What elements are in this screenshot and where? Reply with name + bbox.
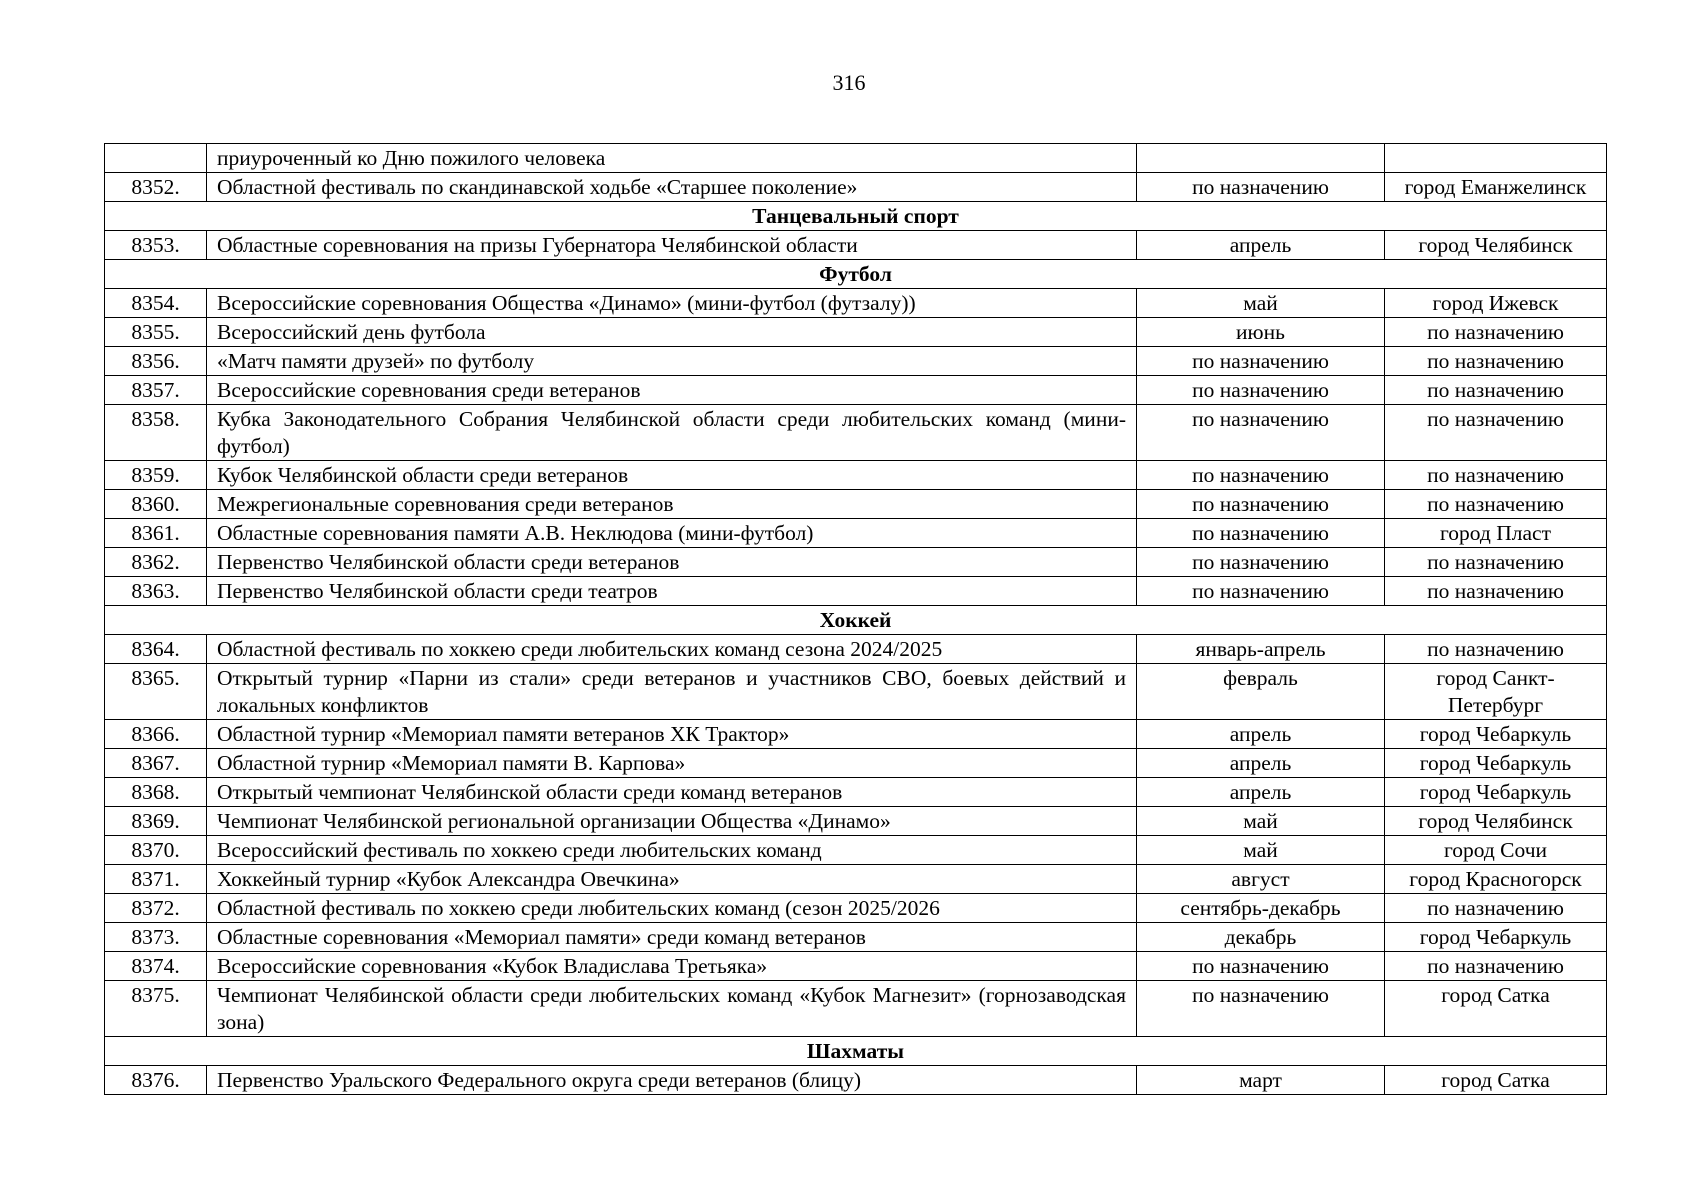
event-name: Всероссийский фестиваль по хоккею среди любительских команд [207, 836, 1137, 865]
event-name: Открытый чемпионат Челябинской области среди команд ветеранов [207, 778, 1137, 807]
event-name: Межрегиональные соревнования среди ветеранов [207, 490, 1137, 519]
table-row [105, 836, 1607, 865]
table-row [105, 778, 1607, 807]
table-row [105, 461, 1607, 490]
event-place: город Чебаркуль [1385, 923, 1607, 952]
event-date: сентябрь-декабрь [1137, 894, 1385, 923]
table-row [105, 807, 1607, 836]
row-number: 8371. [105, 865, 207, 894]
section-title: Футбол [105, 260, 1607, 289]
event-date: февраль [1137, 664, 1385, 720]
event-date: май [1137, 836, 1385, 865]
event-place: город Санкт-Петербург [1385, 664, 1607, 720]
table-row [105, 664, 1607, 720]
event-place: по назначению [1385, 548, 1607, 577]
table-row [105, 894, 1607, 923]
event-place: город Сатка [1385, 1066, 1607, 1095]
event-place: город Чебаркуль [1385, 778, 1607, 807]
row-number: 8367. [105, 749, 207, 778]
event-date: по назначению [1137, 347, 1385, 376]
row-number: 8375. [105, 981, 207, 1037]
event-place: по назначению [1385, 461, 1607, 490]
event-date: по назначению [1137, 952, 1385, 981]
event-name: Чемпионат Челябинской области среди любительских команд «Кубок Магнезит» (горнозаводская зона) [207, 981, 1137, 1037]
row-number: 8361. [105, 519, 207, 548]
event-place: по назначению [1385, 577, 1607, 606]
table-row [105, 318, 1607, 347]
event-date: июнь [1137, 318, 1385, 347]
row-number: 8372. [105, 894, 207, 923]
table-row [105, 490, 1607, 519]
row-number: 8365. [105, 664, 207, 720]
table-row [105, 952, 1607, 981]
event-date: по назначению [1137, 981, 1385, 1037]
events-table [104, 143, 1607, 1095]
event-place [1385, 144, 1607, 173]
event-date: по назначению [1137, 577, 1385, 606]
table-row [105, 981, 1607, 1037]
event-place: по назначению [1385, 952, 1607, 981]
row-number: 8368. [105, 778, 207, 807]
event-date: по назначению [1137, 173, 1385, 202]
event-name: Областной фестиваль по скандинавской ходьбе «Старшее поколение» [207, 173, 1137, 202]
event-name: Чемпионат Челябинской региональной организации Общества «Динамо» [207, 807, 1137, 836]
event-name: Областной турнир «Мемориал памяти В. Карпова» [207, 749, 1137, 778]
table-row [105, 577, 1607, 606]
event-name: «Матч памяти друзей» по футболу [207, 347, 1137, 376]
section-title: Шахматы [105, 1037, 1607, 1066]
event-name: Первенство Челябинской области среди ветеранов [207, 548, 1137, 577]
event-date: январь-апрель [1137, 635, 1385, 664]
row-number: 8357. [105, 376, 207, 405]
event-place: город Сочи [1385, 836, 1607, 865]
event-name: Кубок Челябинской области среди ветеранов [207, 461, 1137, 490]
event-place: по назначению [1385, 635, 1607, 664]
row-number: 8376. [105, 1066, 207, 1095]
event-date: декабрь [1137, 923, 1385, 952]
table-row [105, 548, 1607, 577]
event-place: город Чебаркуль [1385, 720, 1607, 749]
event-name: Всероссийские соревнования «Кубок Владислава Третьяка» [207, 952, 1137, 981]
row-number: 8360. [105, 490, 207, 519]
event-date: март [1137, 1066, 1385, 1095]
event-place: город Челябинск [1385, 807, 1607, 836]
table-row [105, 173, 1607, 202]
row-number: 8374. [105, 952, 207, 981]
event-place: город Челябинск [1385, 231, 1607, 260]
event-name: Всероссийский день футбола [207, 318, 1137, 347]
event-date: по назначению [1137, 405, 1385, 461]
section-title: Танцевальный спорт [105, 202, 1607, 231]
row-number: 8370. [105, 836, 207, 865]
table-row [105, 720, 1607, 749]
table-row [105, 635, 1607, 664]
section-header-row [105, 1037, 1607, 1066]
event-name: Областные соревнования памяти А.В. Неклюдова (мини-футбол) [207, 519, 1137, 548]
table-row [105, 231, 1607, 260]
row-number: 8363. [105, 577, 207, 606]
event-date: август [1137, 865, 1385, 894]
section-title: Хоккей [105, 606, 1607, 635]
event-name: Областные соревнования «Мемориал памяти» среди команд ветеранов [207, 923, 1137, 952]
event-name: Первенство Челябинской области среди театров [207, 577, 1137, 606]
row-number: 8364. [105, 635, 207, 664]
table-row [105, 347, 1607, 376]
table-row [105, 1066, 1607, 1095]
event-place: город Красногорск [1385, 865, 1607, 894]
event-name: Областной фестиваль по хоккею среди любительских команд (сезон 2025/2026 [207, 894, 1137, 923]
table-row [105, 749, 1607, 778]
table-row [105, 289, 1607, 318]
event-place: по назначению [1385, 405, 1607, 461]
event-place: по назначению [1385, 318, 1607, 347]
section-header-row [105, 202, 1607, 231]
event-date: апрель [1137, 749, 1385, 778]
event-place: по назначению [1385, 490, 1607, 519]
event-date [1137, 144, 1385, 173]
events-table-body [105, 144, 1607, 1095]
table-row [105, 144, 1607, 173]
row-number: 8352. [105, 173, 207, 202]
event-date: апрель [1137, 720, 1385, 749]
row-number: 8359. [105, 461, 207, 490]
table-row [105, 865, 1607, 894]
row-number: 8356. [105, 347, 207, 376]
table-row [105, 923, 1607, 952]
event-date: май [1137, 289, 1385, 318]
event-place: город Чебаркуль [1385, 749, 1607, 778]
event-name: Областные соревнования на призы Губернатора Челябинской области [207, 231, 1137, 260]
event-date: по назначению [1137, 519, 1385, 548]
table-row [105, 519, 1607, 548]
event-place: город Сатка [1385, 981, 1607, 1037]
page-number: 316 [832, 70, 866, 95]
event-name: Областной фестиваль по хоккею среди любительских команд сезона 2024/2025 [207, 635, 1137, 664]
event-date: по назначению [1137, 548, 1385, 577]
event-name: Открытый турнир «Парни из стали» среди ветеранов и участников СВО, боевых действий и локальных конфликтов [207, 664, 1137, 720]
section-header-row [105, 260, 1607, 289]
event-date: апрель [1137, 231, 1385, 260]
event-place: город Пласт [1385, 519, 1607, 548]
event-place: по назначению [1385, 894, 1607, 923]
row-number: 8369. [105, 807, 207, 836]
row-number: 8373. [105, 923, 207, 952]
event-place: город Еманжелинск [1385, 173, 1607, 202]
event-date: май [1137, 807, 1385, 836]
event-name: Первенство Уральского Федерального округа среди ветеранов (блицу) [207, 1066, 1137, 1095]
row-number: 8354. [105, 289, 207, 318]
event-place: по назначению [1385, 347, 1607, 376]
event-name: Всероссийские соревнования среди ветеранов [207, 376, 1137, 405]
row-number: 8362. [105, 548, 207, 577]
event-name: Кубка Законодательного Собрания Челябинской области среди любительских команд (мини-футбол) [207, 405, 1137, 461]
event-name: Хоккейный турнир «Кубок Александра Овечкина» [207, 865, 1137, 894]
event-name: Областной турнир «Мемориал памяти ветеранов ХК Трактор» [207, 720, 1137, 749]
event-name: Всероссийские соревнования Общества «Динамо» (мини-футбол (футзалу)) [207, 289, 1137, 318]
event-date: по назначению [1137, 461, 1385, 490]
event-place: по назначению [1385, 376, 1607, 405]
event-date: по назначению [1137, 376, 1385, 405]
row-number: 8353. [105, 231, 207, 260]
event-name: приуроченный ко Дню пожилого человека [207, 144, 1137, 173]
section-header-row [105, 606, 1607, 635]
event-date: по назначению [1137, 490, 1385, 519]
row-number [105, 144, 207, 173]
row-number: 8366. [105, 720, 207, 749]
table-row [105, 405, 1607, 461]
event-place: город Ижевск [1385, 289, 1607, 318]
row-number: 8358. [105, 405, 207, 461]
event-date: апрель [1137, 778, 1385, 807]
row-number: 8355. [105, 318, 207, 347]
table-row [105, 376, 1607, 405]
